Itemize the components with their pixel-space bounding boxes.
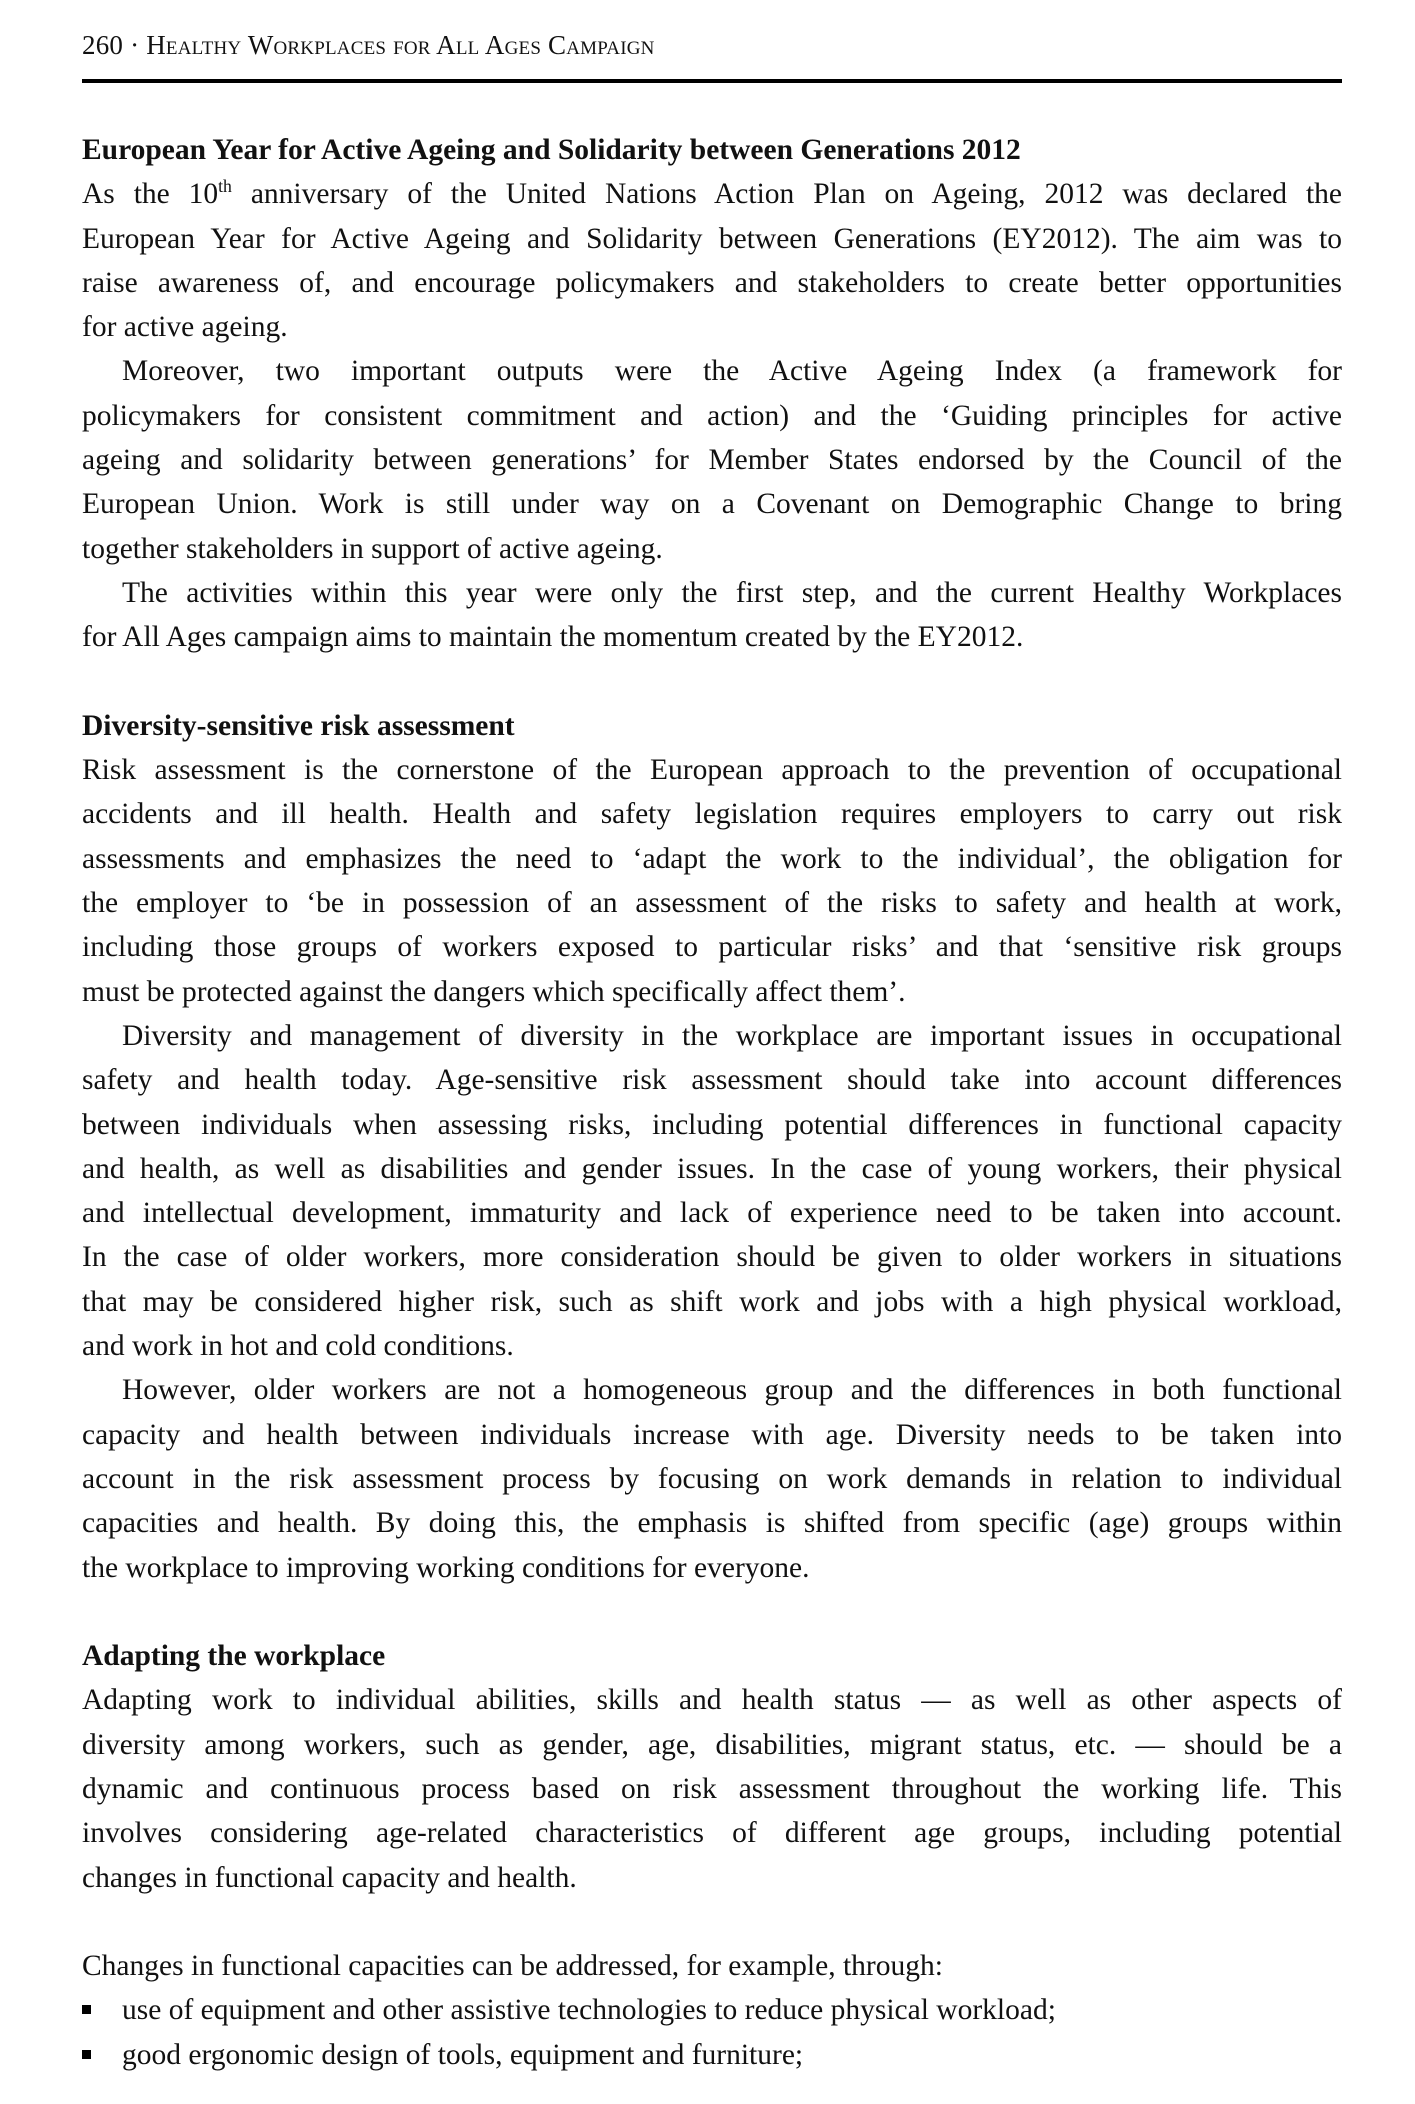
text-line: between individuals when assessing risks, including potential differences in functional capacity <box>82 1108 1342 1141</box>
text-line: capacity and health between individuals increase with age. Diversity needs to be taken into <box>82 1418 1342 1451</box>
text-line: Moreover, two important outputs were the Active Ageing Index (a framework for <box>122 355 1342 388</box>
text-line: ageing and solidarity between generations’ for Member States endorsed by the Council of the <box>82 444 1342 477</box>
separator: · <box>130 30 140 60</box>
section-gap <box>82 660 1342 704</box>
text-line: and intellectual development, immaturity and lack of experience need to be taken into account. <box>82 1197 1342 1230</box>
text-line: As the 10th anniversary of the United Nations Action Plan on Ageing, 2012 was declared the <box>82 176 1342 211</box>
text-line: for All Ages campaign aims to maintain the momentum created by the EY2012. <box>82 621 1024 654</box>
text-line: capacities and health. By doing this, the emphasis is shifted from specific (age) groups within <box>82 1507 1342 1540</box>
list-intro: Changes in functional capacities can be addressed, for example, through: <box>82 1950 943 1983</box>
text-line: European Year for Active Ageing and Solidarity between Generations (EY2012). The aim was to <box>82 222 1342 255</box>
paragraph-gap <box>82 1900 1342 1944</box>
text-line: including those groups of workers exposed to particular risks’ and that ‘sensitive risk groups <box>82 931 1342 964</box>
bullet-text: good ergonomic design of tools, equipment and furniture; <box>122 2038 804 2071</box>
text-line: Adapting work to individual abilities, skills and health status — as well as other aspects of <box>82 1684 1342 1717</box>
square-bullet-icon <box>82 2005 91 2014</box>
text-line: assessments and emphasizes the need to ‘adapt the work to the individual’, the obligation for <box>82 842 1342 875</box>
text-line: for active ageing. <box>82 311 288 344</box>
text-line: changes in functional capacity and health. <box>82 1861 577 1894</box>
text-line: The activities within this year were only the first step, and the current Healthy Workplaces <box>122 576 1342 609</box>
header-rule <box>82 79 1342 83</box>
section-heading: European Year for Active Ageing and Solidarity between Generations 2012 <box>82 134 1021 166</box>
text-line: However, older workers are not a homogeneous group and the differences in both functional <box>122 1374 1342 1407</box>
text-line: that may be considered higher risk, such as shift work and jobs with a high physical workload, <box>82 1285 1342 1318</box>
text-line: raise awareness of, and encourage policymakers and stakeholders to create better opportunities <box>82 266 1342 299</box>
running-head <box>82 30 655 61</box>
text-line: together stakeholders in support of active ageing. <box>82 532 663 565</box>
text-line: accidents and ill health. Health and safety legislation requires employers to carry out risk <box>82 798 1342 831</box>
section-gap <box>82 1590 1342 1634</box>
text-line: the employer to ‘be in possession of an assessment of the risks to safety and health at work, <box>82 887 1342 920</box>
text-line: In the case of older workers, more consideration should be given to older workers in situations <box>82 1241 1342 1274</box>
text-line: European Union. Work is still under way on a Covenant on Demographic Change to bring <box>82 488 1342 521</box>
text-line: safety and health today. Age-sensitive risk assessment should take into account differences <box>82 1064 1342 1097</box>
text-line: involves considering age-related characteristics of different age groups, including potential <box>82 1817 1342 1850</box>
page-number: 260 <box>82 30 124 60</box>
text-line: policymakers for consistent commitment and action) and the ‘Guiding principles for active <box>82 399 1342 432</box>
bullet-item <box>82 1988 1342 2032</box>
text-line: diversity among workers, such as gender, age, disabilities, migrant status, etc. — should be a <box>82 1728 1342 1761</box>
bullet-item <box>82 2033 1342 2077</box>
section-heading: Diversity-sensitive risk assessment <box>82 709 515 742</box>
text-line: and work in hot and cold conditions. <box>82 1330 514 1363</box>
text-line: dynamic and continuous process based on risk assessment throughout the working life. This <box>82 1772 1342 1805</box>
text-line: the workplace to improving working conditions for everyone. <box>82 1551 810 1584</box>
square-bullet-icon <box>82 2050 91 2059</box>
section-heading: Adapting the workplace <box>82 1640 386 1673</box>
text-line: and health, as well as disabilities and gender issues. In the case of young workers, their physical <box>82 1152 1342 1185</box>
text-line: Risk assessment is the cornerstone of the European approach to the prevention of occupational <box>82 754 1342 787</box>
text-line: must be protected against the dangers which specifically affect them’. <box>82 975 906 1008</box>
text-line: Diversity and management of diversity in the workplace are important issues in occupational <box>122 1019 1342 1052</box>
bullet-text: use of equipment and other assistive technologies to reduce physical workload; <box>122 1994 1056 2027</box>
body-content <box>82 128 1342 2077</box>
running-head-title: Healthy Workplaces for All Ages Campaign <box>146 30 655 60</box>
text-line: account in the risk assessment process by focusing on work demands in relation to individual <box>82 1462 1342 1495</box>
